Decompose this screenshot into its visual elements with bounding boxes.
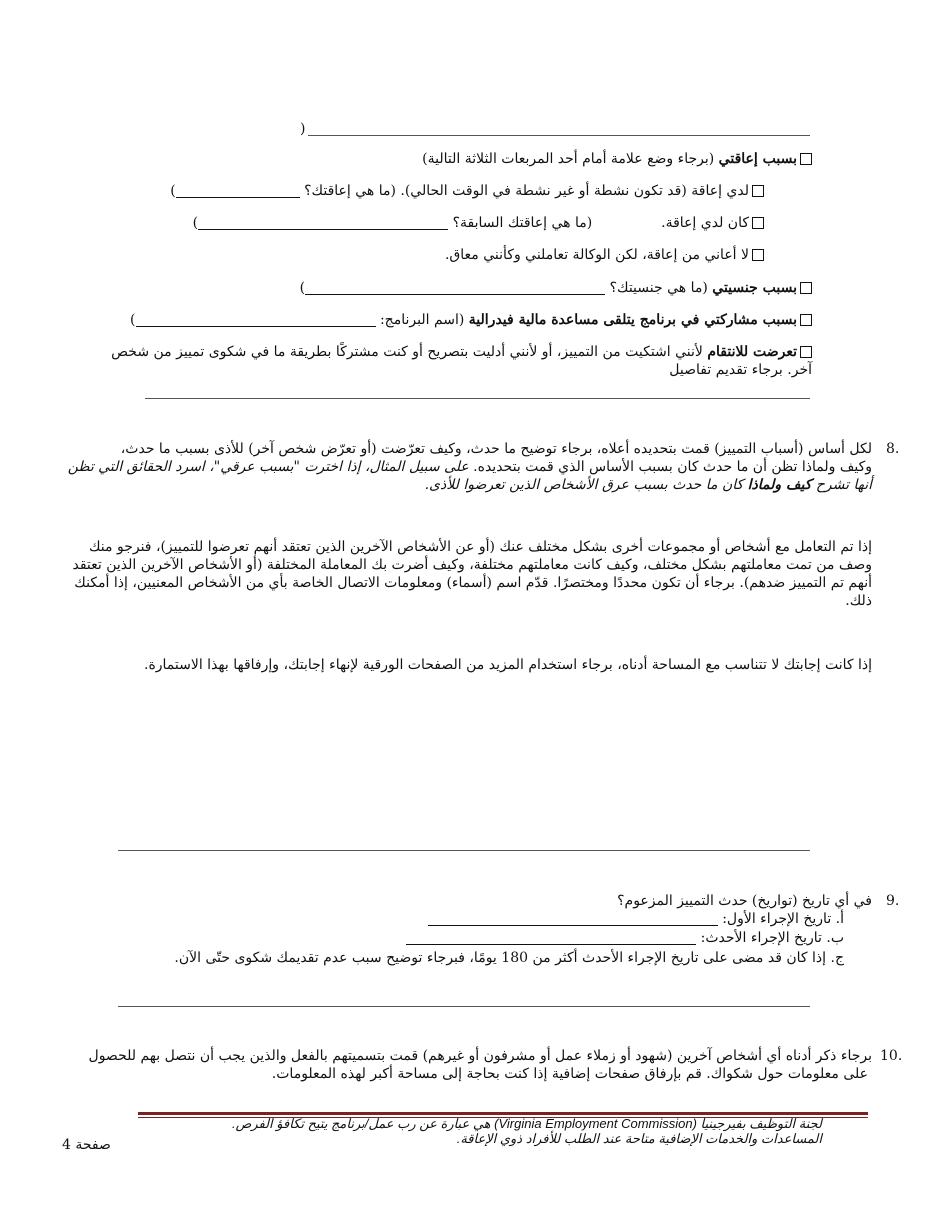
paren-close: ) [192,215,199,231]
q8-text [67,440,872,494]
disability-option2-field[interactable] [198,216,448,230]
paren-close: ) [130,312,136,328]
q8-paragraph3: إذا كانت إجابتك لا تتناسب مع المساحة أدناه، برجاء استخدام المزيد من الصفحات الورقية لإنهاء إجابتك، وإرفاقها بهذا الاستمارة. [144,657,872,673]
q9-b-label: ب. تاريخ الإجراء الأحدث: [700,930,844,946]
federal-checkbox[interactable] [800,314,812,326]
retaliation-text-line2: آخر. برجاء تقديم تفاصيل [669,362,812,378]
q10-number: 10. [880,1048,903,1064]
q8-line3-c: كان ما حدث بسبب عرق الأشخاص الذين تعرضوا للأذى. [424,477,744,493]
disability-heading: بسبب إعاقتي [718,151,797,167]
genetics-label: بسبب جنسيتي [712,280,797,296]
q8-line1: لكل أساس (أسباب التمييز) قمت بتحديده أعلاه، برجاء توضيح ما حدث، وكيف تعرّضت (أو تعرّض شخص آخر) للأذى بسبب ما حدث، [120,441,872,457]
disability-option1-row [170,182,764,200]
disability-option3-checkbox[interactable] [752,249,764,261]
disability-option2-label: كان لدي إعاقة. [661,215,749,231]
q8-para2-line3: أنهم تم التمييز ضدهم). برجاء أن تكون محددًا ومختصرًا. قدّم اسم (أسماء) ومعلومات الاتصال الخاصة بأي من الأشخاص المعنيين، إذا أمكنك [74,575,872,591]
q9-answer-line[interactable] [118,1006,810,1007]
q8-para2-line1: إذا تم التعامل مع أشخاص أو مجموعات أخرى بشكل مختلف عنك (أو عن الأشخاص الآخرين الذين تعتقد أنهم تعرضوا للتمييز)، فنرجو منك [89,539,872,555]
q8-para2-line4: ذلك. [845,593,872,609]
retaliation-text-line1: لأنني اشتكيت من التمييز، أو لأنني أدليت بتصريح أو كنت مشتركًا بطريقة ما في شكوى تمييز من شخص [111,344,703,360]
q9-question: في أي تاريخ (تواريخ) حدث التمييز المزعوم؟ [617,893,872,909]
disability-checkbox[interactable] [800,153,812,165]
q9-a-row [428,910,844,928]
footer-text [122,1116,822,1146]
federal-label: بسبب مشاركتي في برنامج يتلقى مساعدة مالية فيدرالية [468,312,797,328]
disability-option2-row [193,214,764,232]
q9-b-row [406,929,844,947]
disability-option2-checkbox[interactable] [752,217,764,229]
disability-heading-note: (برجاء وضع علامة أمام أحد المربعات الثلاثة التالية) [422,151,715,167]
q9-first-date-field[interactable] [428,912,718,926]
footer-rule [138,1112,868,1115]
disability-option1-checkbox[interactable] [752,185,764,197]
page-number: صفحة 4 [62,1137,111,1153]
paren-close: ) [300,121,306,137]
disability-option3-label: لا أعاني من إعاقة، لكن الوكالة تعاملني وكأنني معاق. [444,247,749,263]
paren-close: ) [299,280,306,296]
q10-line1: برجاء ذكر أدناه أي أشخاص آخرين (شهود أو زملاء عمل أو مشرفون أو غيرهم) قمت بتسميتهم بالفعل والذين يجب أن نتصل بهم للحصول [88,1048,872,1064]
retaliation-label: تعرضت للانتقام [707,344,797,360]
q10-text [88,1047,872,1083]
retaliation-details-line[interactable] [145,398,810,399]
genetics-checkbox[interactable] [800,282,812,294]
q8-para2-line2: وصف من تمت معاملتهم بشكل مختلف، وكيف كانت معاملتهم مختلفة، وكيف أضرت بك المعاملة المختلفة (أو الأشخاص الآخرين الذين تعتقد [72,557,872,573]
federal-program-field[interactable] [136,313,376,327]
disability-option1-label: لدي إعاقة (قد تكون نشطة أو غير نشطة في الوقت الحالي). (ما هي إعاقتك؟ [304,183,749,199]
disability-option3-row [445,246,764,264]
q8-paragraph2 [72,538,872,610]
q8-number: 8. [886,441,900,457]
footer-line2: المساعدات والخدمات الإضافية متاحة عند الطلب للأفراد ذوي الإعاقة. [456,1131,822,1146]
genetics-field[interactable] [305,281,605,295]
footer-line1: لجنة التوظيف بفيرجينيا (Virginia Employment Commission) هي عبارة عن رب عمل/برنامج يتيح تكافؤ الفرص. [232,1116,822,1131]
q8-line2-italic: على سبيل المثال، إذا اخترت "بسبب عرقي"، اسرد الحقائق التي تظن [67,459,469,475]
disability-heading-row [422,150,812,168]
q9-number: 9. [886,893,900,909]
q9-recent-date-field[interactable] [406,931,696,945]
q8-line3-a: أنها تشرح [815,477,872,493]
federal-row [130,311,812,329]
q9-a-label: أ. تاريخ الإجراء الأول: [722,911,844,927]
retaliation-row [111,343,812,379]
genetics-question: (ما هي جنسيتك؟ [609,280,708,296]
federal-note: (اسم البرنامج: [379,312,465,328]
disability-option1-field[interactable] [176,184,300,198]
genetics-row [300,279,812,297]
q8-answer-line[interactable] [118,850,810,851]
paren-close: ) [170,183,176,199]
q10-line2: على معلومات حول شكواك. قم بإرفاق صفحات إضافية إذا كنت بحاجة إلى مساحة أكبر لهذه المعلومات. [271,1066,868,1082]
q8-line3-b: كيف ولماذا [747,477,812,493]
disability-option2-question: (ما هي إعاقتك السابقة؟ [452,215,593,231]
retaliation-checkbox[interactable] [800,346,812,358]
q8-line2-plain: وكيف ولماذا تظن أن ما حدث كان بسبب الأساس الذي قمت بتحديده. [473,459,872,475]
q9-c: ج. إذا كان قد مضى على تاريخ الإجراء الأحدث أكثر من 180 يومًا، فبرجاء توضيح سبب عدم تقديمك شكوى حتّى الآن. [174,950,844,966]
